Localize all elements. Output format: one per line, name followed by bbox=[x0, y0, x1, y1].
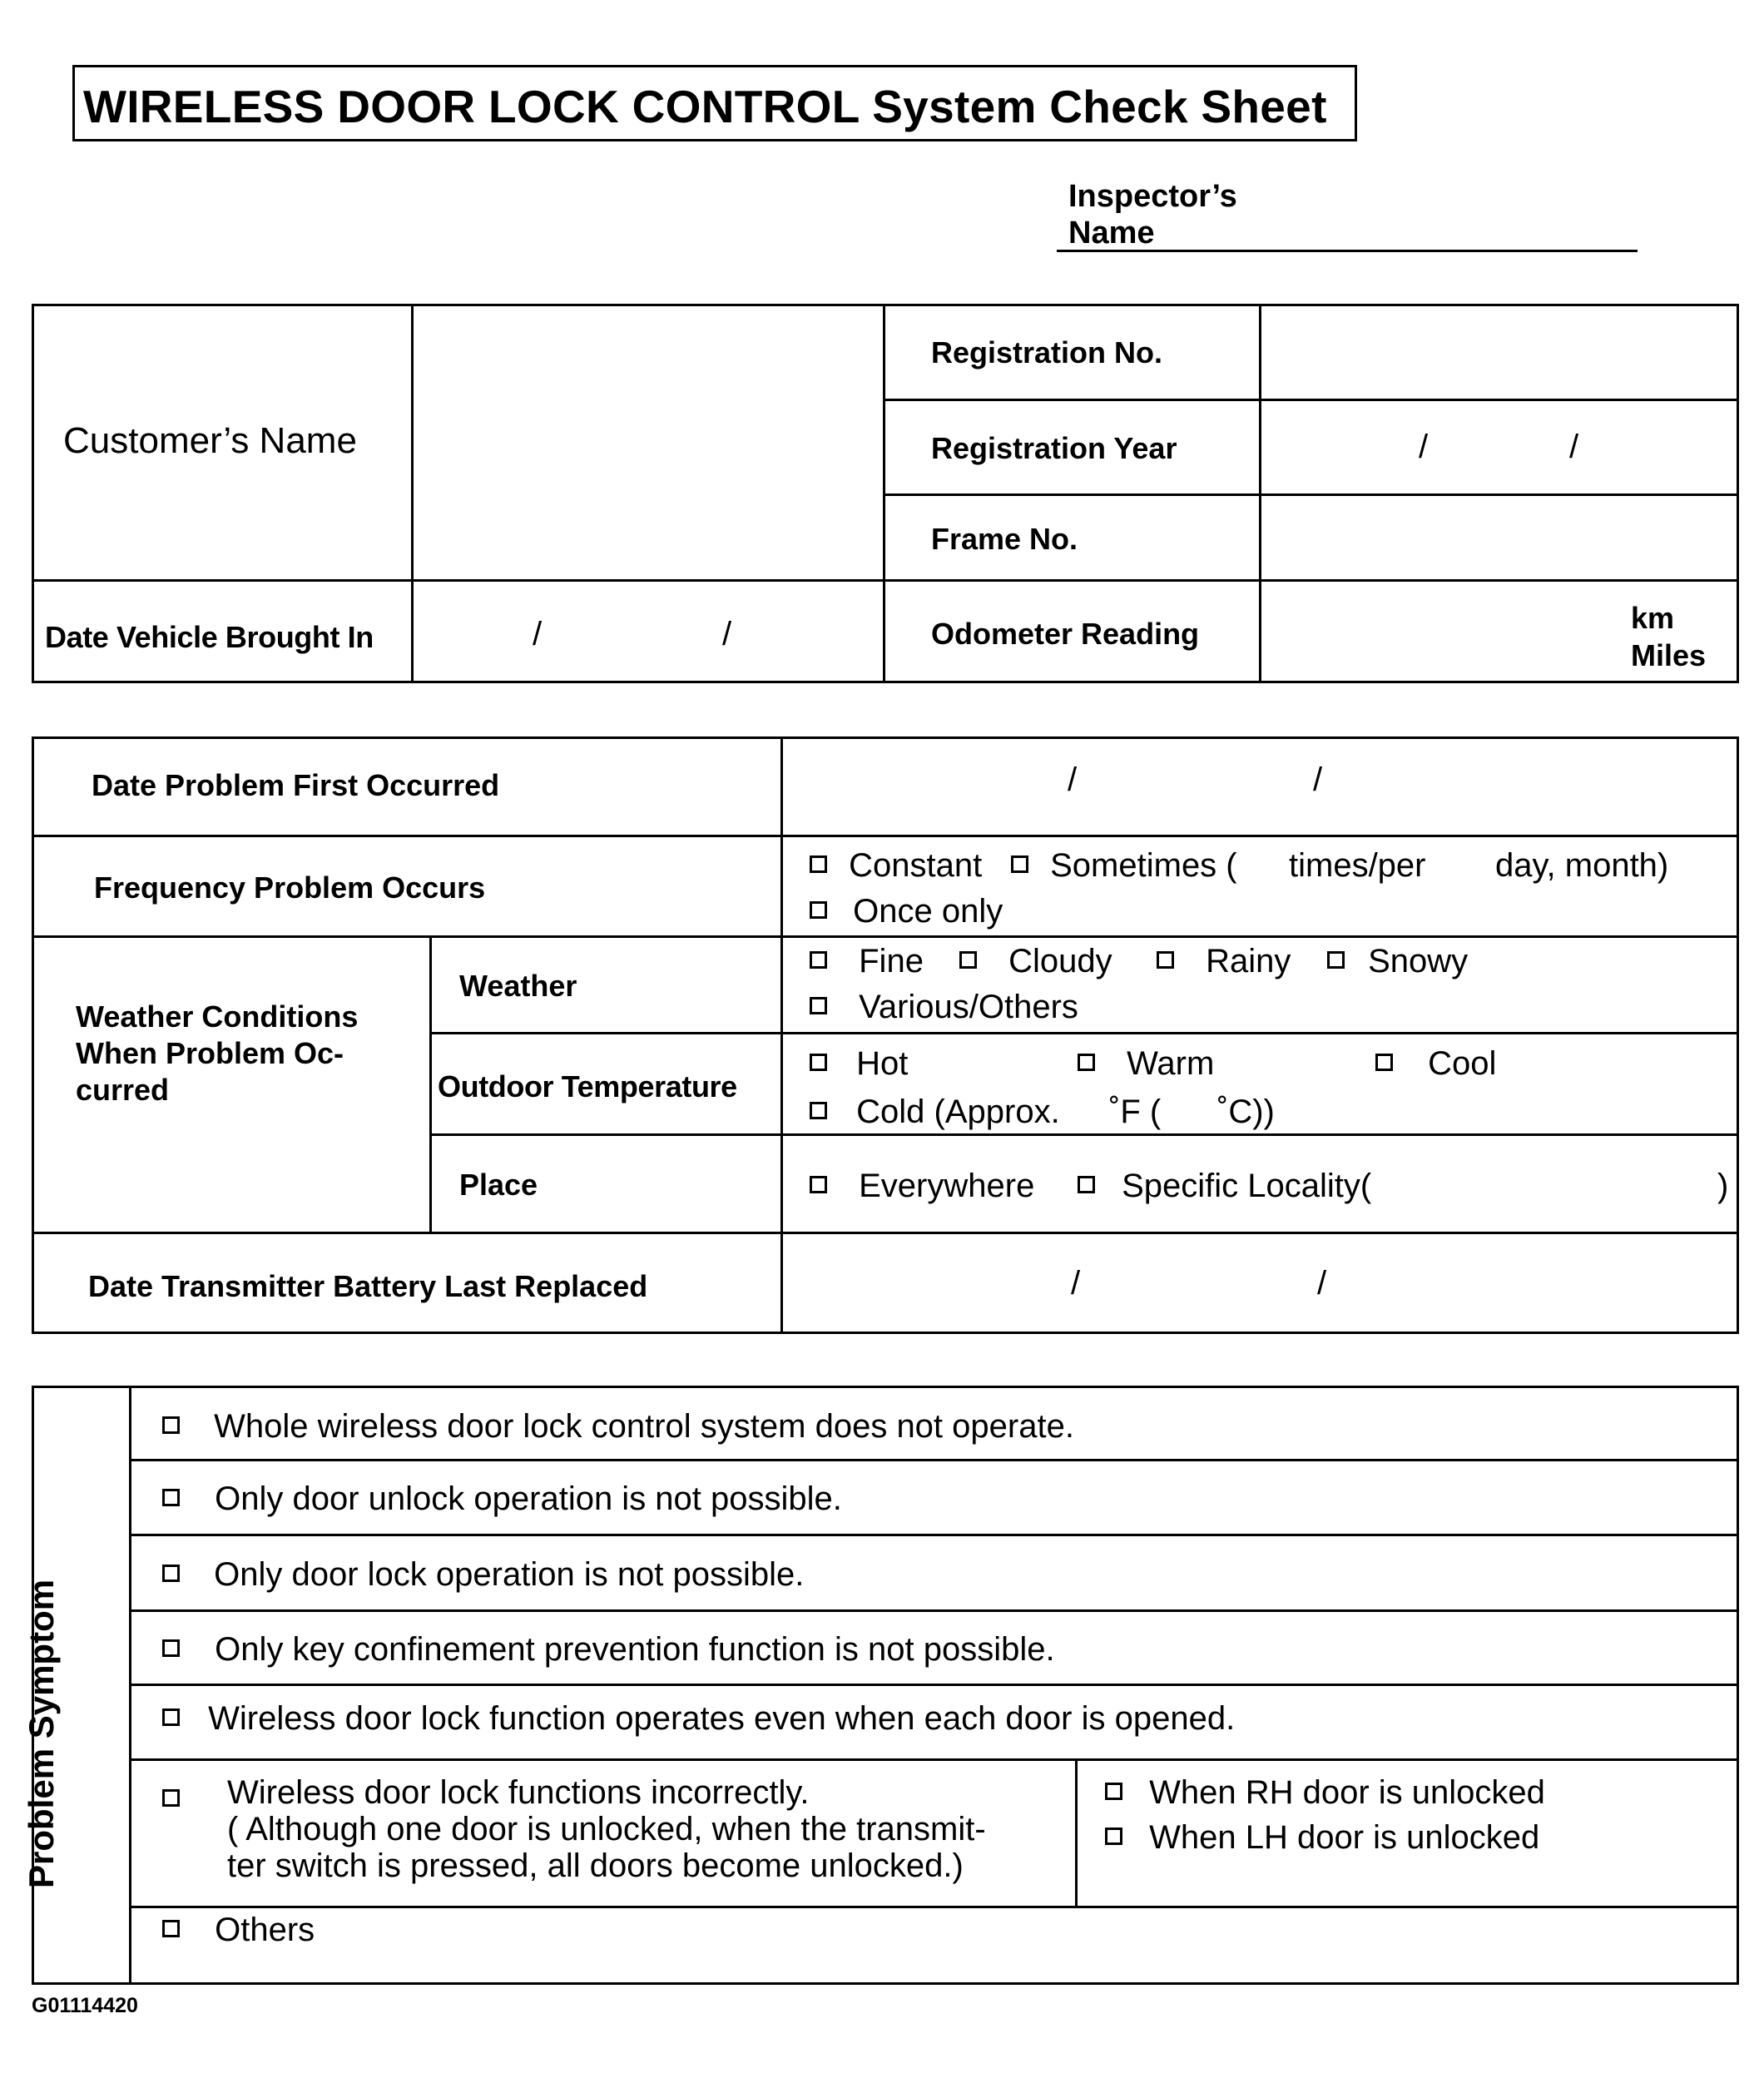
temp-warm-checkbox[interactable] bbox=[1078, 1054, 1095, 1071]
weather-snowy-text: Snowy bbox=[1368, 943, 1469, 979]
date-brought-in-sep2: / bbox=[722, 616, 732, 652]
place-everywhere-checkbox[interactable] bbox=[810, 1176, 827, 1193]
weather-rainy-text: Rainy bbox=[1206, 943, 1291, 979]
symptom-item-2-text: Only door unlock operation is not possible. bbox=[215, 1480, 842, 1517]
date-first-sep1: / bbox=[1068, 761, 1078, 798]
temp-warm-option[interactable] bbox=[1078, 1045, 1214, 1083]
symptom-item-4-checkbox[interactable] bbox=[162, 1639, 180, 1657]
conditions-divider-sub bbox=[429, 936, 432, 1232]
weather-fine-checkbox[interactable] bbox=[810, 951, 827, 969]
freq-once-text: Once only bbox=[853, 893, 1003, 930]
outdoor-temperature-label: Outdoor Temperature bbox=[438, 1069, 737, 1103]
place-everywhere-text: Everywhere bbox=[859, 1168, 1035, 1204]
weather-cloudy-option[interactable] bbox=[959, 943, 1112, 980]
date-brought-in-sep1: / bbox=[533, 616, 543, 652]
date-brought-in-label: Date Vehicle Brought In bbox=[45, 620, 374, 654]
symptom-incorrect-line-1: Wireless door lock functions incorrectly. bbox=[227, 1774, 810, 1811]
temp-f-unit: ˚F ( bbox=[1109, 1094, 1162, 1130]
freq-sometimes-checkbox[interactable] bbox=[1011, 855, 1028, 873]
symptom-row-line-5 bbox=[129, 1758, 1739, 1761]
symptom-others-checkbox[interactable] bbox=[162, 1920, 180, 1937]
freq-sometimes-option[interactable] bbox=[1011, 847, 1237, 885]
battery-replaced-label: Date Transmitter Battery Last Replaced bbox=[88, 1269, 648, 1303]
weather-rainy-option[interactable] bbox=[1157, 943, 1291, 980]
weather-cloudy-checkbox[interactable] bbox=[959, 951, 977, 969]
temp-cold-option[interactable] bbox=[810, 1094, 1060, 1131]
temp-hot-checkbox[interactable] bbox=[810, 1054, 827, 1071]
battery-sep2: / bbox=[1317, 1265, 1327, 1302]
date-first-occurred-label: Date Problem First Occurred bbox=[92, 768, 500, 802]
place-label: Place bbox=[459, 1168, 538, 1202]
vehicle-row-line-3 bbox=[32, 579, 1739, 582]
symptom-item-2-checkbox[interactable] bbox=[162, 1489, 180, 1506]
symptom-item-5[interactable] bbox=[162, 1700, 1235, 1738]
symptom-item-3-text: Only door lock operation is not possible. bbox=[214, 1556, 805, 1593]
freq-day-month: day, month) bbox=[1495, 847, 1669, 884]
symptom-incorrect-checkbox-wrap[interactable] bbox=[162, 1781, 180, 1818]
symptom-row-line-2 bbox=[129, 1534, 1739, 1536]
place-specific-checkbox[interactable] bbox=[1078, 1176, 1095, 1193]
customer-name-label: Customer’s Name bbox=[63, 420, 357, 461]
weather-conditions-label bbox=[76, 999, 358, 1108]
symptom-item-1-text: Whole wireless door lock control system does not operate. bbox=[214, 1408, 1074, 1445]
symptom-incorrect-line-2: ( Although one door is unlocked, when the transmit- bbox=[227, 1811, 986, 1847]
conditions-row-line-1 bbox=[32, 835, 1739, 837]
symptom-item-5-text: Wireless door lock function operates even when each door is opened. bbox=[208, 1700, 1236, 1737]
symptom-item-1-checkbox[interactable] bbox=[162, 1416, 180, 1434]
page-title: WIRELESS DOOR LOCK CONTROL System Check Sheet bbox=[83, 81, 1327, 132]
temp-hot-text: Hot bbox=[856, 1045, 909, 1082]
conditions-divider-main bbox=[780, 736, 783, 1334]
inspector-label-line2: Name bbox=[1068, 216, 1155, 250]
weather-various-checkbox[interactable] bbox=[810, 997, 827, 1014]
symptom-row-line-1 bbox=[129, 1459, 1739, 1461]
customer-name-field[interactable] bbox=[414, 307, 880, 577]
freq-times-per: times/per bbox=[1289, 847, 1426, 884]
inspector-label-line1: Inspector’s bbox=[1068, 179, 1237, 214]
symptom-others[interactable] bbox=[162, 1912, 315, 1949]
lh-door-text: When LH door is unlocked bbox=[1149, 1819, 1540, 1856]
lh-door-checkbox[interactable] bbox=[1105, 1828, 1122, 1845]
rh-door-text: When RH door is unlocked bbox=[1149, 1774, 1545, 1811]
symptom-item-5-checkbox[interactable] bbox=[162, 1708, 180, 1726]
symptom-row-line-6 bbox=[129, 1906, 1739, 1908]
frame-no-label: Frame No. bbox=[931, 522, 1078, 556]
place-specific-option[interactable] bbox=[1078, 1168, 1371, 1205]
symptom-incorrect-text bbox=[227, 1774, 986, 1884]
conditions-row-line-5 bbox=[32, 1232, 1739, 1234]
inspector-name-field[interactable] bbox=[1057, 250, 1638, 252]
weather-conditions-label-3: curred bbox=[76, 1073, 170, 1107]
registration-no-field[interactable] bbox=[1262, 307, 1737, 397]
weather-various-option[interactable] bbox=[810, 989, 1078, 1026]
figure-code: G01114420 bbox=[32, 1994, 138, 2017]
problem-symptom-label: Problem Symptom bbox=[22, 1579, 61, 1888]
symptom-item-1[interactable] bbox=[162, 1408, 1074, 1446]
vehicle-divider-1 bbox=[411, 304, 414, 683]
lh-door-option[interactable] bbox=[1105, 1819, 1539, 1857]
inspector-label bbox=[1068, 178, 1237, 251]
vehicle-row-line-1 bbox=[883, 399, 1739, 401]
frame-no-field[interactable] bbox=[1262, 497, 1737, 578]
symptom-row-line-4 bbox=[129, 1684, 1739, 1686]
temp-hot-option[interactable] bbox=[810, 1045, 908, 1083]
place-everywhere-option[interactable] bbox=[810, 1168, 1034, 1205]
freq-sometimes-text: Sometimes ( bbox=[1050, 847, 1237, 884]
symptom-item-3[interactable] bbox=[162, 1556, 804, 1594]
registration-year-label: Registration Year bbox=[931, 431, 1177, 465]
place-specific-text: Specific Locality( bbox=[1122, 1168, 1372, 1204]
symptom-item-4[interactable] bbox=[162, 1631, 1055, 1669]
weather-various-text: Various/Others bbox=[859, 989, 1078, 1025]
conditions-row-line-2 bbox=[32, 935, 1739, 938]
freq-once-checkbox[interactable] bbox=[810, 901, 827, 919]
freq-constant-option[interactable] bbox=[810, 847, 982, 885]
symptom-incorrect-line-3: ter switch is pressed, all doors become unlocked.) bbox=[227, 1847, 964, 1884]
symptom-incorrect-divider bbox=[1075, 1758, 1078, 1907]
symptom-row-line-3 bbox=[129, 1609, 1739, 1612]
temp-cool-checkbox[interactable] bbox=[1375, 1054, 1393, 1071]
symptom-item-2[interactable] bbox=[162, 1480, 842, 1518]
weather-fine-text: Fine bbox=[859, 943, 924, 979]
temp-c-unit: ˚C)) bbox=[1217, 1094, 1275, 1130]
odometer-unit-miles: Miles bbox=[1631, 638, 1707, 672]
temp-cool-option[interactable] bbox=[1375, 1045, 1496, 1083]
temp-cool-text: Cool bbox=[1428, 1045, 1497, 1082]
registration-year-sep1: / bbox=[1419, 429, 1429, 465]
weather-conditions-label-1: Weather Conditions bbox=[76, 999, 359, 1034]
weather-snowy-option[interactable] bbox=[1327, 943, 1468, 980]
place-specific-close: ) bbox=[1717, 1168, 1729, 1204]
registration-year-sep2: / bbox=[1569, 429, 1579, 465]
symptom-incorrect-checkbox[interactable] bbox=[162, 1789, 180, 1807]
symptom-others-text: Others bbox=[215, 1912, 315, 1948]
date-first-sep2: / bbox=[1313, 761, 1323, 798]
conditions-row-line-3 bbox=[429, 1032, 1739, 1034]
freq-constant-text: Constant bbox=[849, 847, 983, 884]
symptom-item-4-text: Only key confinement prevention function is not possible. bbox=[215, 1631, 1055, 1668]
weather-snowy-checkbox[interactable] bbox=[1327, 951, 1345, 969]
weather-label: Weather bbox=[459, 969, 577, 1003]
rh-door-checkbox[interactable] bbox=[1105, 1783, 1122, 1800]
frequency-label: Frequency Problem Occurs bbox=[94, 870, 486, 905]
registration-no-label: Registration No. bbox=[931, 335, 1163, 369]
weather-cloudy-text: Cloudy bbox=[1008, 943, 1112, 979]
vehicle-row-line-2 bbox=[883, 493, 1739, 496]
weather-rainy-checkbox[interactable] bbox=[1157, 951, 1174, 969]
temp-warm-text: Warm bbox=[1127, 1045, 1215, 1082]
temp-cold-checkbox[interactable] bbox=[810, 1102, 827, 1119]
temp-cold-text: Cold (Approx. bbox=[856, 1094, 1060, 1130]
freq-constant-checkbox[interactable] bbox=[810, 855, 827, 873]
weather-conditions-label-2: When Problem Oc- bbox=[76, 1036, 344, 1070]
rh-door-option[interactable] bbox=[1105, 1774, 1545, 1812]
odometer-unit-km: km bbox=[1631, 601, 1675, 635]
conditions-row-line-4 bbox=[429, 1133, 1739, 1136]
battery-sep1: / bbox=[1071, 1265, 1081, 1302]
symptom-item-3-checkbox[interactable] bbox=[162, 1565, 180, 1582]
weather-fine-option[interactable] bbox=[810, 943, 924, 980]
odometer-label: Odometer Reading bbox=[931, 617, 1200, 651]
freq-once-option[interactable] bbox=[810, 893, 1003, 930]
